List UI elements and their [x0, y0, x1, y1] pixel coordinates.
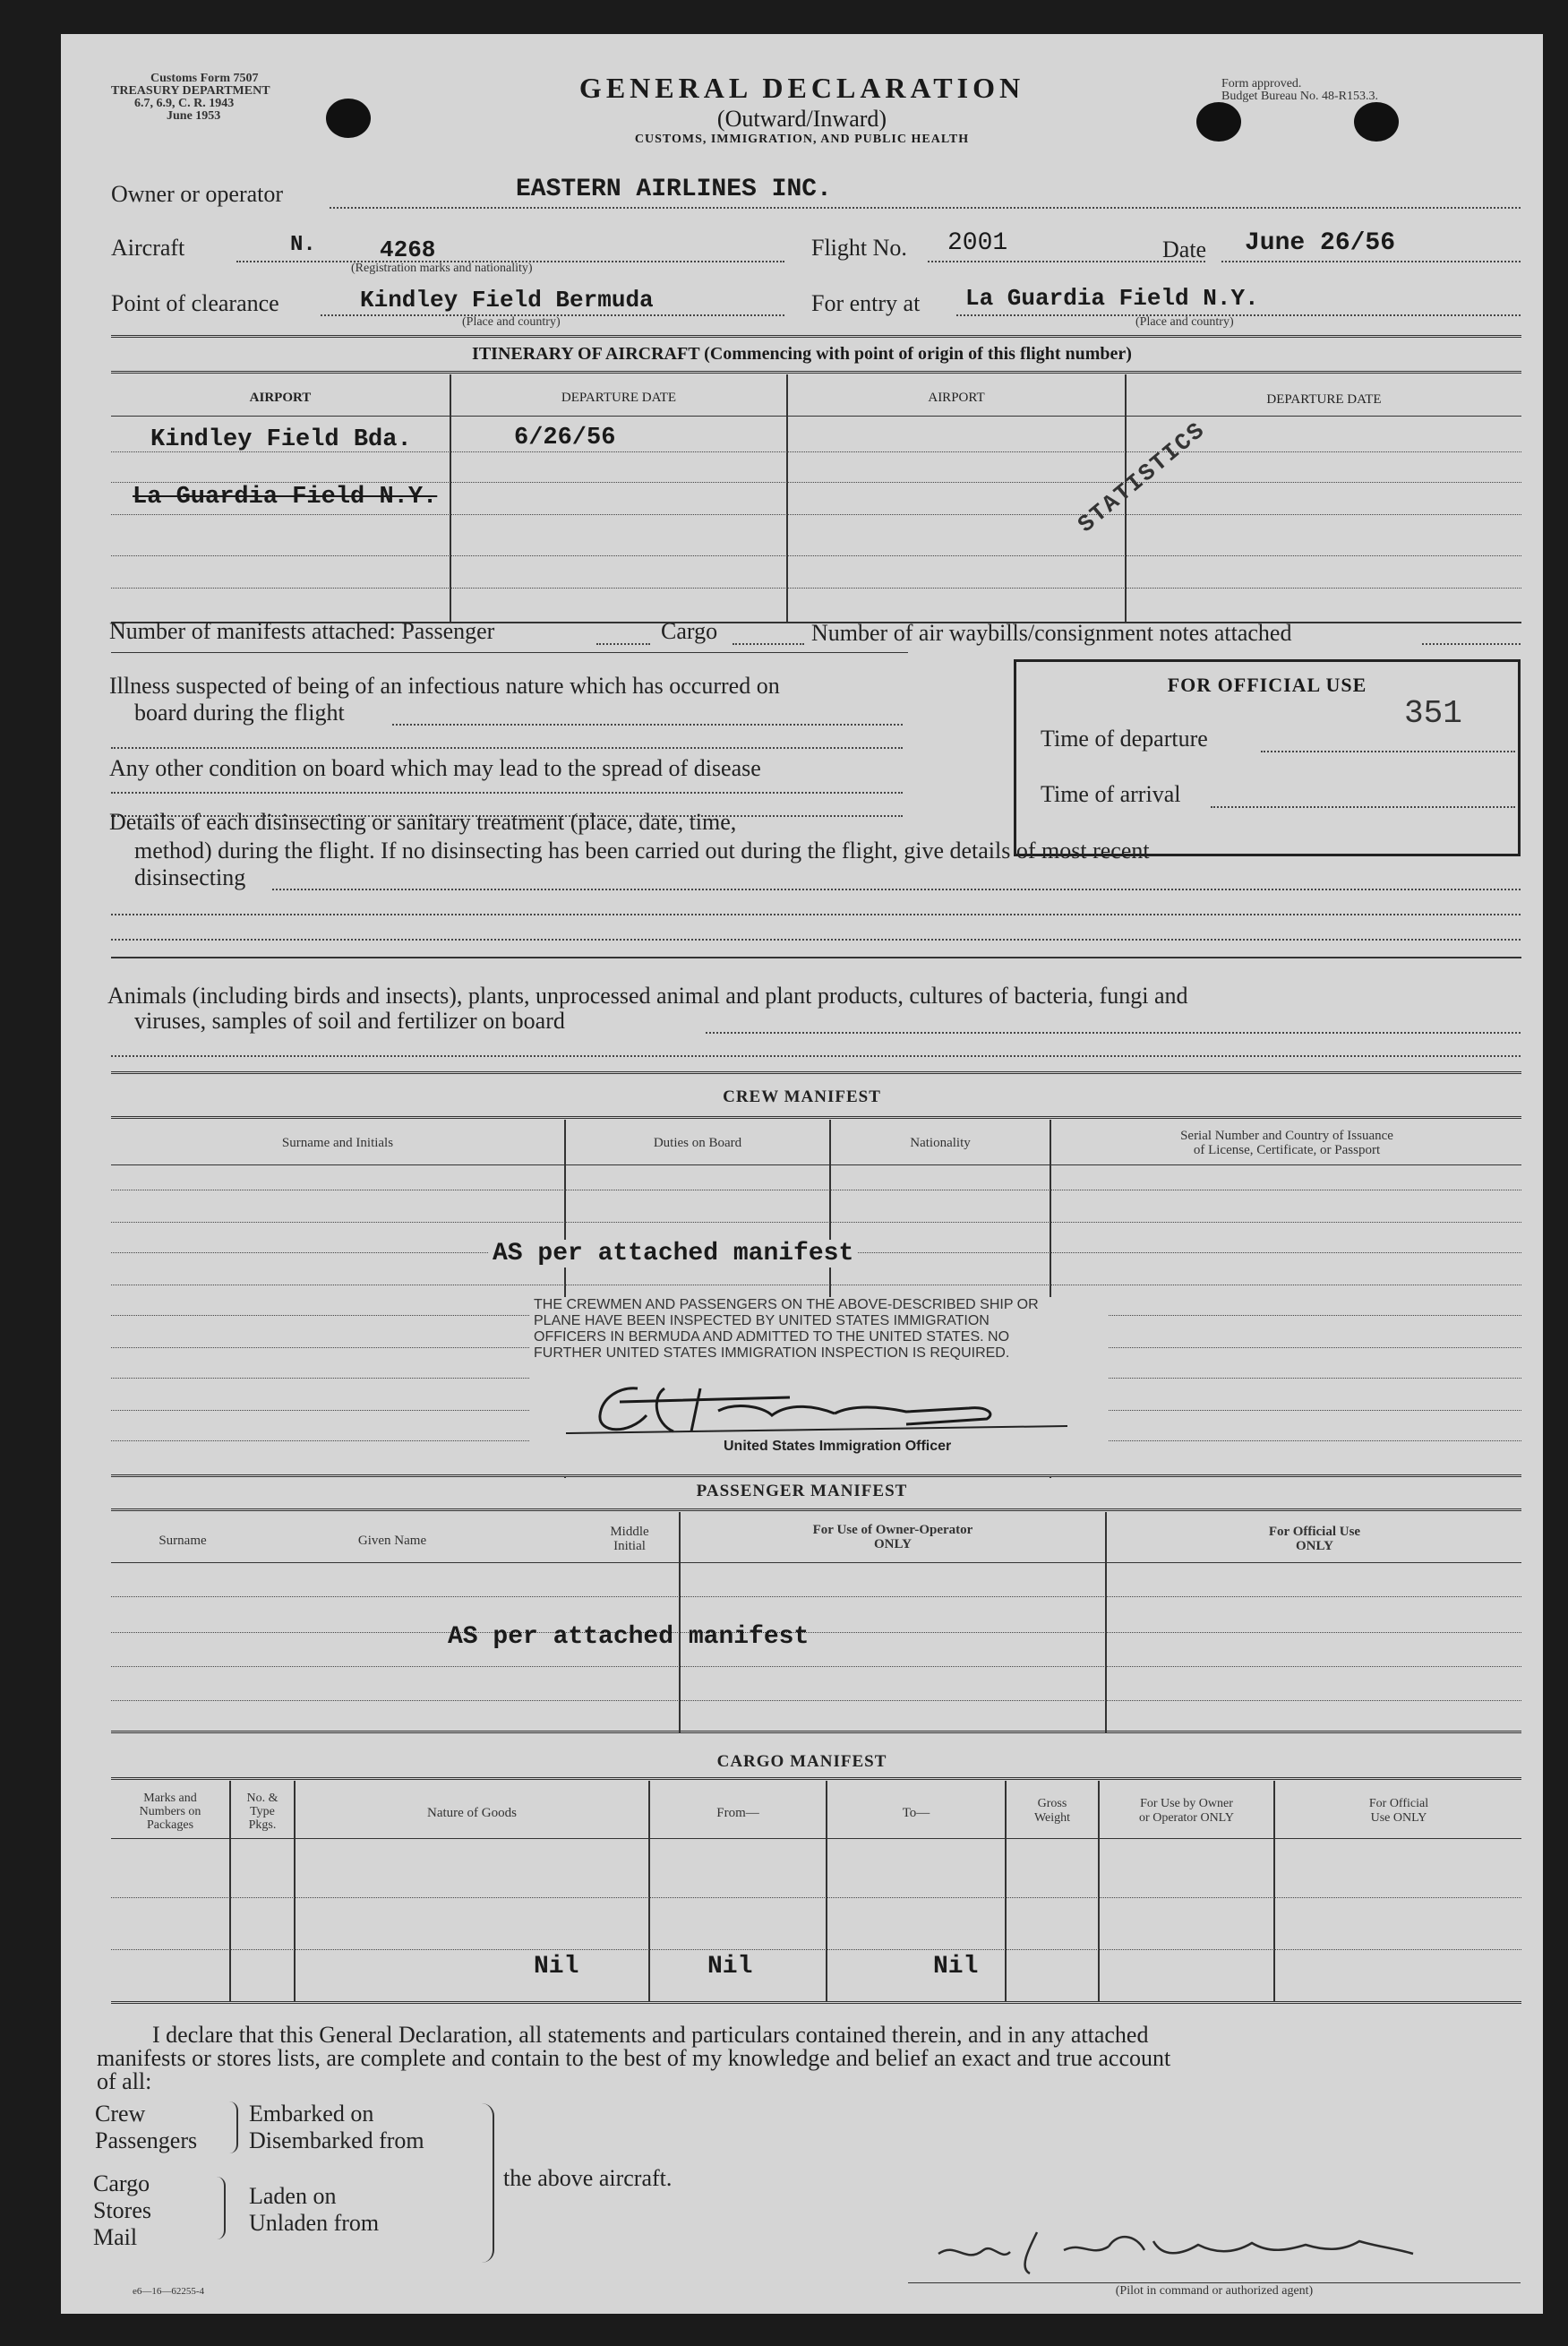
aircraft-note: (Registration marks and nationality): [351, 262, 533, 275]
animals-line: [706, 1032, 1521, 1034]
itinerary-row1-airport: Kindley Field Bda.: [150, 426, 412, 453]
waybills-label: Number of air waybills/consignment notes attached: [811, 620, 1292, 646]
cargo-col-owner-1: For Use by Owner: [1140, 1797, 1233, 1810]
passenger-header-rule: [111, 1562, 1521, 1563]
manifests-passenger-line: [596, 643, 650, 645]
itinerary-row2-airport: La Guardia Field N.Y.: [133, 484, 438, 511]
passenger-col-middle-1: Middle: [610, 1525, 649, 1539]
passenger-col-owner-2: ONLY: [874, 1537, 912, 1551]
cargo-col-marks-1: Marks and: [143, 1792, 197, 1805]
passenger-col-owner-1: For Use of Owner-Operator: [812, 1523, 973, 1537]
manifests-passenger-label: Number of manifests attached: Passenger: [109, 618, 495, 644]
divider: [111, 1071, 1521, 1078]
approval-line-2: Budget Bureau No. 48-R153.3.: [1221, 90, 1378, 103]
time-of-departure-label: Time of departure: [1041, 726, 1208, 752]
decl-disembarked: Disembarked from: [249, 2127, 424, 2153]
pilot-signature: [930, 2214, 1431, 2286]
itinerary-col-divider: [450, 374, 451, 623]
itinerary-col-airport: AIRPORT: [249, 391, 312, 405]
official-use-number: 351: [1404, 695, 1462, 732]
divider: [111, 1731, 1521, 1737]
divider: [111, 1508, 1521, 1515]
entry-value: La Guardia Field N.Y.: [965, 285, 1259, 312]
decl-mail: Mail: [93, 2224, 138, 2250]
aircraft-prefix: N.: [290, 233, 316, 257]
disinsecting-line-1: Details of each disinsecting or sanitary treatment (place, date, time,: [109, 809, 737, 835]
owner-value: EASTERN AIRLINES INC.: [516, 176, 832, 203]
divider: [111, 2001, 1521, 2007]
cargo-col-pkgs-2: Type: [250, 1805, 275, 1818]
manifests-cargo-line: [733, 643, 804, 645]
disinsecting-line-3: disinsecting: [134, 864, 246, 890]
cargo-col-to: To—: [902, 1806, 930, 1820]
passenger-col-official-1: For Official Use: [1268, 1525, 1361, 1539]
cargo-to-nil: Nil: [933, 1953, 979, 1981]
bracket: [482, 2103, 494, 2263]
immigration-stamp: [530, 1297, 1109, 1476]
form-number: Customs Form 7507: [150, 72, 259, 85]
passenger-manifest-heading: PASSENGER MANIFEST: [696, 1482, 908, 1500]
declaration-line-3: of all:: [97, 2068, 152, 2094]
passenger-row-line: [111, 1666, 1521, 1667]
crew-col-nationality: Nationality: [910, 1136, 971, 1150]
divider: [111, 335, 1521, 341]
cargo-header-rule: [111, 1838, 1521, 1839]
crew-typed-note: AS per attached manifest: [489, 1240, 857, 1268]
date-value: June 26/56: [1245, 229, 1396, 257]
disinsecting-line: [272, 889, 1521, 890]
form-subtitle: (Outward/Inward): [716, 106, 887, 132]
decl-passengers: Passengers: [95, 2127, 198, 2153]
itinerary-row-line: [111, 482, 1521, 483]
clearance-label: Point of clearance: [111, 290, 279, 316]
animals-line-2: viruses, samples of soil and fertilizer on board: [134, 1008, 565, 1034]
cargo-col-owner-2: or Operator ONLY: [1139, 1811, 1234, 1825]
decl-crew: Crew: [95, 2101, 146, 2127]
crew-col-serial-2: of License, Certificate, or Passport: [1193, 1143, 1381, 1157]
owner-line: [330, 207, 1521, 209]
other-condition: Any other condition on board which may lead to the spread of disease: [109, 755, 761, 781]
passenger-col-middle-2: Initial: [613, 1539, 646, 1553]
decl-embarked: Embarked on: [249, 2101, 374, 2127]
aircraft-value: 4268: [380, 236, 436, 263]
stamp-line-3: OFFICERS IN BERMUDA AND ADMITTED TO THE UNITED STATES. NO: [534, 1329, 1010, 1345]
divider: [111, 371, 1521, 377]
illness-line-1: Illness suspected of being of an infectious nature which has occurred on: [109, 673, 780, 699]
cargo-row-line: [111, 1949, 1521, 1950]
decl-above-aircraft: the above aircraft.: [503, 2165, 673, 2191]
cargo-col-gross-1: Gross: [1037, 1797, 1067, 1810]
form-subtitle-2: CUSTOMS, IMMIGRATION, AND PUBLIC HEALTH: [634, 133, 970, 146]
cargo-col-marks-2: Numbers on: [139, 1805, 201, 1818]
crew-header-rule: [111, 1164, 1521, 1165]
illness-line-2: board during the flight: [134, 700, 345, 726]
stamp-line-1: THE CREWMEN AND PASSENGERS ON THE ABOVE-DESCRIBED SHIP OR: [534, 1297, 1039, 1312]
passenger-col-given-name: Given Name: [357, 1534, 427, 1548]
crew-row-line: [111, 1222, 1521, 1223]
cargo-manifest-heading: CARGO MANIFEST: [716, 1752, 887, 1771]
aircraft-label: Aircraft: [111, 235, 185, 261]
itinerary-row-line: [111, 514, 1521, 515]
form-title: GENERAL DECLARATION: [578, 72, 1025, 104]
department: TREASURY DEPARTMENT: [111, 84, 270, 98]
cfr-reference: 6.7, 6.9, C. R. 1943: [134, 97, 235, 110]
divider: [111, 1777, 1521, 1783]
declaration-form: [61, 34, 1543, 2314]
date-label: Date: [1162, 236, 1207, 262]
cargo-col-marks-3: Packages: [146, 1818, 194, 1832]
revised-date: June 1953: [167, 109, 221, 123]
itinerary-heading: ITINERARY OF AIRCRAFT (Commencing with point of origin of this flight number): [472, 344, 1132, 364]
approval-line-1: Form approved.: [1221, 77, 1302, 90]
pilot-signature-line: [908, 2282, 1521, 2283]
illness-line: [392, 724, 903, 726]
cargo-col-official-1: For Official: [1368, 1797, 1429, 1810]
divider: [111, 957, 1521, 958]
flight-value: 2001: [947, 229, 1008, 257]
itinerary-col-departure: DEPARTURE DATE: [561, 391, 677, 405]
print-code: e6—16—62255-4: [133, 2286, 205, 2297]
divider: [111, 652, 908, 653]
animals-line-1: Animals (including birds and insects), plants, unprocessed animal and plant products, cultures of bacteria, fungi and: [107, 983, 1188, 1009]
cargo-col-official-2: Use ONLY: [1370, 1811, 1427, 1825]
stamp-line-4: FURTHER UNITED STATES IMMIGRATION INSPECTION IS REQUIRED.: [534, 1345, 1010, 1361]
passenger-row-line: [111, 1632, 1521, 1633]
manifests-cargo-label: Cargo: [661, 618, 718, 644]
cargo-col-from: From—: [716, 1806, 759, 1820]
owner-label: Owner or operator: [111, 181, 284, 207]
itinerary-row-line: [111, 588, 1521, 589]
divider: [111, 1474, 1521, 1481]
disinsecting-line: [111, 914, 1521, 915]
itinerary-header-rule: [111, 416, 1521, 417]
waybills-line: [1422, 643, 1521, 645]
itinerary-col-divider: [786, 374, 788, 623]
officer-signature: [566, 1362, 1067, 1451]
time-of-arrival-line: [1211, 806, 1515, 808]
cargo-from-nil: Nil: [707, 1953, 753, 1981]
cargo-col-pkgs-1: No. &: [246, 1792, 278, 1805]
animals-line: [111, 1055, 1521, 1057]
crew-manifest-heading: CREW MANIFEST: [723, 1087, 881, 1106]
statistics-stamp: STATISTICS: [1073, 416, 1212, 538]
itinerary-row-line: [111, 555, 1521, 556]
clearance-note: (Place and country): [462, 315, 561, 329]
declaration-line-1: I declare that this General Declaration, all statements and particulars contained therein, and in any attached: [152, 2022, 1149, 2048]
crew-col-serial-1: Serial Number and Country of Issuance: [1180, 1129, 1393, 1143]
entry-line: [956, 314, 1521, 316]
pilot-caption: (Pilot in command or authorized agent): [1115, 2284, 1314, 2298]
cargo-nature-nil: Nil: [534, 1953, 579, 1981]
decl-stores: Stores: [93, 2197, 151, 2223]
bracket: [227, 2101, 238, 2153]
itinerary-row1-date: 6/26/56: [514, 425, 616, 451]
cargo-row-line: [111, 1897, 1521, 1898]
divider: [111, 1116, 1521, 1122]
clearance-value: Kindley Field Bermuda: [360, 287, 654, 314]
entry-note: (Place and country): [1135, 315, 1234, 329]
passenger-row-line: [111, 1700, 1521, 1701]
itinerary-col-airport-2: AIRPORT: [928, 391, 985, 405]
declaration-line-2: manifests or stores lists, are complete and contain to the best of my knowledge and belief an exact and true account: [97, 2045, 1171, 2071]
decl-unladen: Unladen from: [249, 2210, 380, 2236]
passenger-row-line: [111, 1596, 1521, 1597]
other-condition-line: [111, 792, 903, 794]
stamp-line-2: PLANE HAVE BEEN INSPECTED BY UNITED STATES IMMIGRATION: [534, 1313, 990, 1328]
crew-col-duties: Duties on Board: [653, 1136, 742, 1150]
cargo-col-gross-2: Weight: [1033, 1811, 1071, 1825]
illness-line: [111, 747, 903, 749]
date-line: [1221, 261, 1521, 262]
cargo-col-pkgs-3: Pkgs.: [248, 1818, 277, 1832]
time-of-departure-line: [1261, 751, 1515, 752]
passenger-col-surname: Surname: [159, 1534, 207, 1548]
bracket: [215, 2177, 226, 2239]
officer-caption: United States Immigration Officer: [724, 1439, 952, 1454]
time-of-arrival-label: Time of arrival: [1041, 781, 1181, 807]
passenger-typed-note: AS per attached manifest: [448, 1623, 810, 1651]
official-use-heading: FOR OFFICIAL USE: [1167, 674, 1367, 696]
crew-col-surname: Surname and Initials: [281, 1136, 394, 1150]
itinerary-col-departure-2: DEPARTURE DATE: [1266, 392, 1382, 407]
decl-cargo: Cargo: [93, 2170, 150, 2196]
cargo-col-nature: Nature of Goods: [427, 1806, 517, 1820]
passenger-col-official-2: ONLY: [1296, 1539, 1333, 1553]
flight-label: Flight No.: [811, 235, 907, 261]
disinsecting-line-2: method) during the flight. If no disinsecting has been carried out during the flight, give details of most recent: [134, 838, 1150, 864]
disinsecting-line: [111, 939, 1521, 941]
decl-laden: Laden on: [249, 2183, 337, 2209]
entry-label: For entry at: [811, 290, 921, 316]
